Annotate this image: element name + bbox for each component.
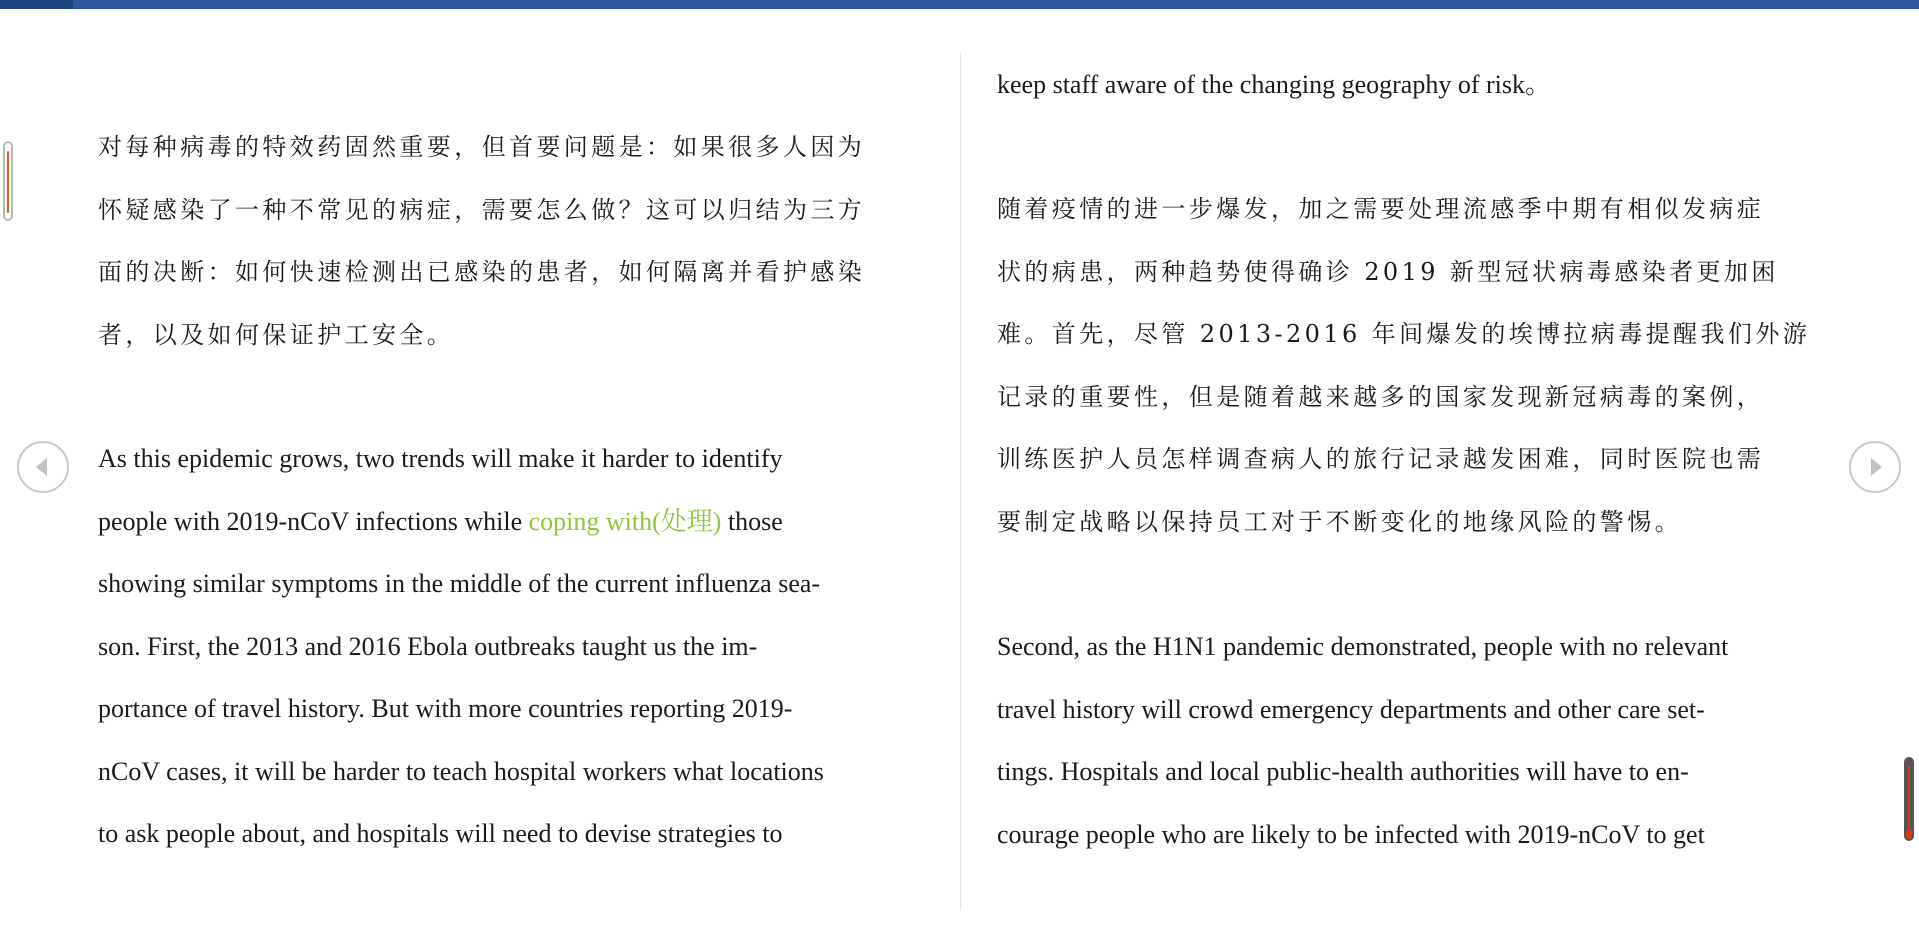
text-line: 要制定战略以保持员工对于不断变化的地缘风险的警惕。 [997, 507, 1682, 536]
text-line: tings. Hospitals and local public-health authorities will have to en- [997, 757, 1689, 786]
text-line: 怀疑感染了一种不常见的病症，需要怎么做？这可以归结为三方 [98, 195, 866, 224]
text-line: nCoV cases, it will be harder to teach hospital workers what locations [98, 756, 824, 786]
right-page [997, 0, 1827, 947]
text-line: travel history will crowd emergency departments and other care set- [997, 694, 1705, 724]
right-english-paragraph [997, 616, 1728, 866]
right-chinese-paragraph [997, 178, 1810, 553]
next-page-button[interactable] [1849, 441, 1901, 493]
chevron-right-icon [1851, 443, 1899, 491]
text-line: 面的决断：如何快速检测出已感染的患者，如何隔离并看护感染 [98, 258, 866, 286]
chevron-left-icon [19, 443, 67, 491]
left-scroll-handle[interactable] [3, 141, 13, 221]
previous-page-button[interactable] [17, 441, 69, 493]
text-line: 难。首先，尽管 2013-2016 年间爆发的埃博拉病毒提醒我们外游 [997, 320, 1811, 348]
text-fragment: those [721, 506, 783, 536]
text-line: 记录的重要性，但是随着越来越多的国家发现新冠病毒的案例， [997, 382, 1765, 411]
page-divider [960, 52, 961, 910]
right-english-continuation [997, 54, 1551, 117]
left-english-paragraph [98, 428, 824, 866]
left-page [98, 0, 918, 947]
text-line: keep staff aware of the changing geography of risk。 [997, 70, 1551, 99]
text-line: portance of travel history. But with more countries reporting 2019- [98, 694, 793, 723]
right-scroll-handle[interactable] [1904, 757, 1914, 841]
text-line: 对每种病毒的特效药固然重要，但首要问题是：如果很多人因为 [98, 133, 866, 161]
text-line [98, 491, 824, 554]
text-line: son. First, the 2013 and 2016 Ebola outbreaks taught us the im- [98, 631, 758, 661]
text-line: courage people who are likely to be infected with 2019-nCoV to get [997, 819, 1705, 849]
text-line: to ask people about, and hospitals will need to devise strategies to [98, 819, 783, 848]
text-line: 训练医护人员怎样调查病人的旅行记录越发困难，同时医院也需 [997, 445, 1765, 473]
text-line: showing similar symptoms in the middle of the current influenza sea- [98, 569, 821, 598]
vocabulary-annotation-link[interactable]: coping with(处理) [528, 506, 722, 536]
text-line: As this epidemic grows, two trends will make it harder to identify [98, 444, 783, 473]
text-fragment: people with 2019-nCoV infections while [98, 506, 529, 536]
text-line: 随着疫情的进一步爆发，加之需要处理流感季中期有相似发病症 [997, 195, 1765, 223]
text-line: 状的病患，两种趋势使得确诊 2019 新型冠状病毒感染者更加困 [997, 257, 1779, 286]
left-chinese-paragraph [98, 116, 865, 366]
reading-progress-fill [0, 0, 73, 9]
text-line: 者，以及如何保证护工安全。 [98, 320, 455, 349]
text-line: Second, as the H1N1 pandemic demonstrated, people with no relevant [997, 632, 1729, 661]
